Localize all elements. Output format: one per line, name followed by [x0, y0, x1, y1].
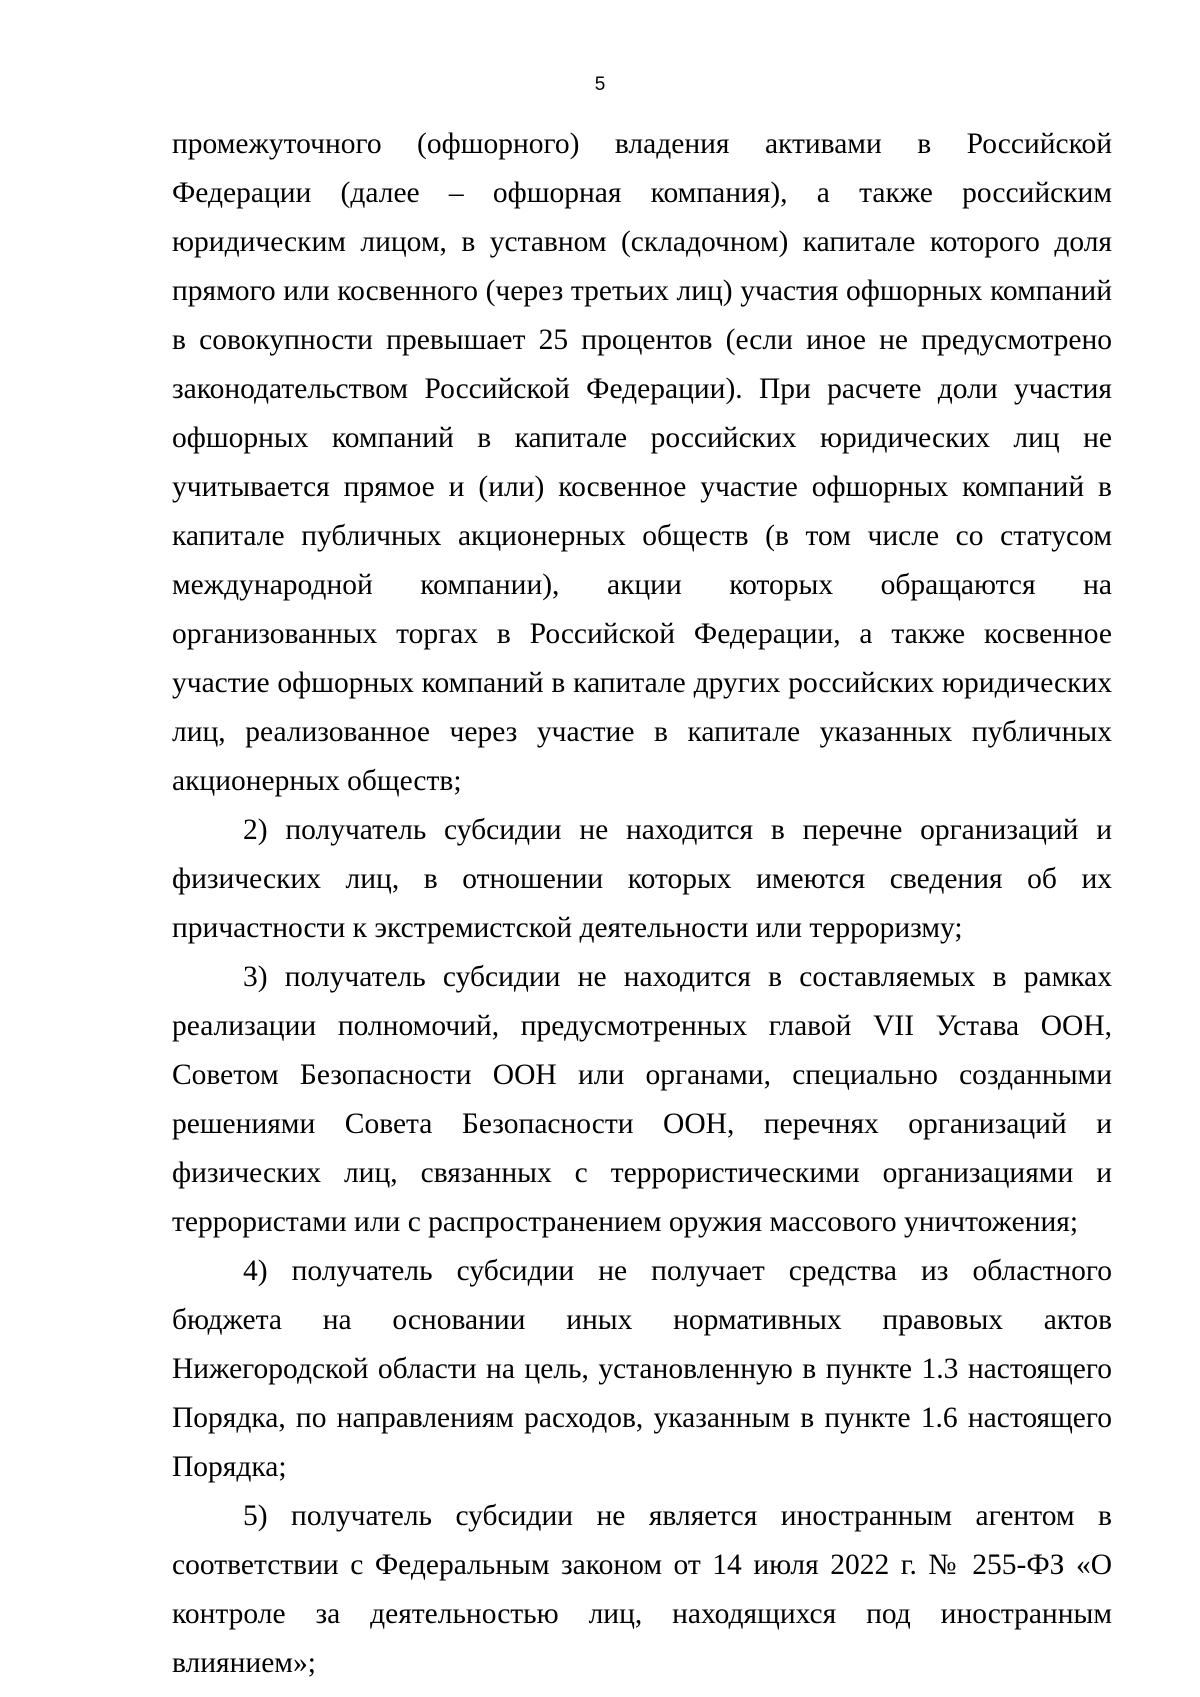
- paragraph-offshore-continuation: промежуточного (офшорного) владения активами в Российской Федерации (далее – офшорная компания), а также российским юридическим лицом, в уставном (складочном) капитале которого доля прямого или косвенного (через третьих лиц) участия офшорных компаний в совокупности превышает 25 процентов (если иное не предусмотрено законодательством Российской Федерации). При расчете доли участия офшорных компаний в капитале российских юридических лиц не учитывается прямое и (или) косвенное участие офшорных компаний в капитале публичных акционерных обществ (в том числе со статусом международной компании), акции которых обращаются на организованных торгах в Российской Федерации, а также косвенное участие офшорных компаний в капитале других российских юридических лиц, реализованное через участие в капитале указанных публичных акционерных обществ;: [172, 128, 1112, 797]
- paragraph-item-5-foreign-agent: 5) получатель субсидии не является иностранным агентом в соответствии с Федеральным законом от 14 июля 2022 г. № 255-ФЗ «О контроле за деятельностью лиц, находящихся под иностранным влиянием»;: [172, 1500, 1112, 1679]
- paragraph-item-4-regional-budget: 4) получатель субсидии не получает средства из областного бюджета на основании иных нормативных правовых актов Нижегородской области на цель, установленную в пункте 1.3 настоящего Порядка, по направлениям расходов, указанным в пункте 1.6 настоящего Порядка;: [172, 1255, 1112, 1483]
- paragraph-item-2-extremism: 2) получатель субсидии не находится в перечне организаций и физических лиц, в отношении которых имеются сведения об их причастности к экстремистской деятельности или терроризму;: [172, 814, 1112, 944]
- paragraph-item-3-un-sanctions: 3) получатель субсидии не находится в составляемых в рамках реализации полномочий, предусмотренных главой VII Устава ООН, Советом Безопасности ООН или органами, специально созданными решениями Совета Безопасности ООН, перечнях организаций и физических лиц, связанных с террористическими организациями и террористами или с распространением оружия массового уничтожения;: [172, 961, 1112, 1238]
- page-number: 5: [594, 74, 606, 95]
- document-body: [172, 120, 1112, 1688]
